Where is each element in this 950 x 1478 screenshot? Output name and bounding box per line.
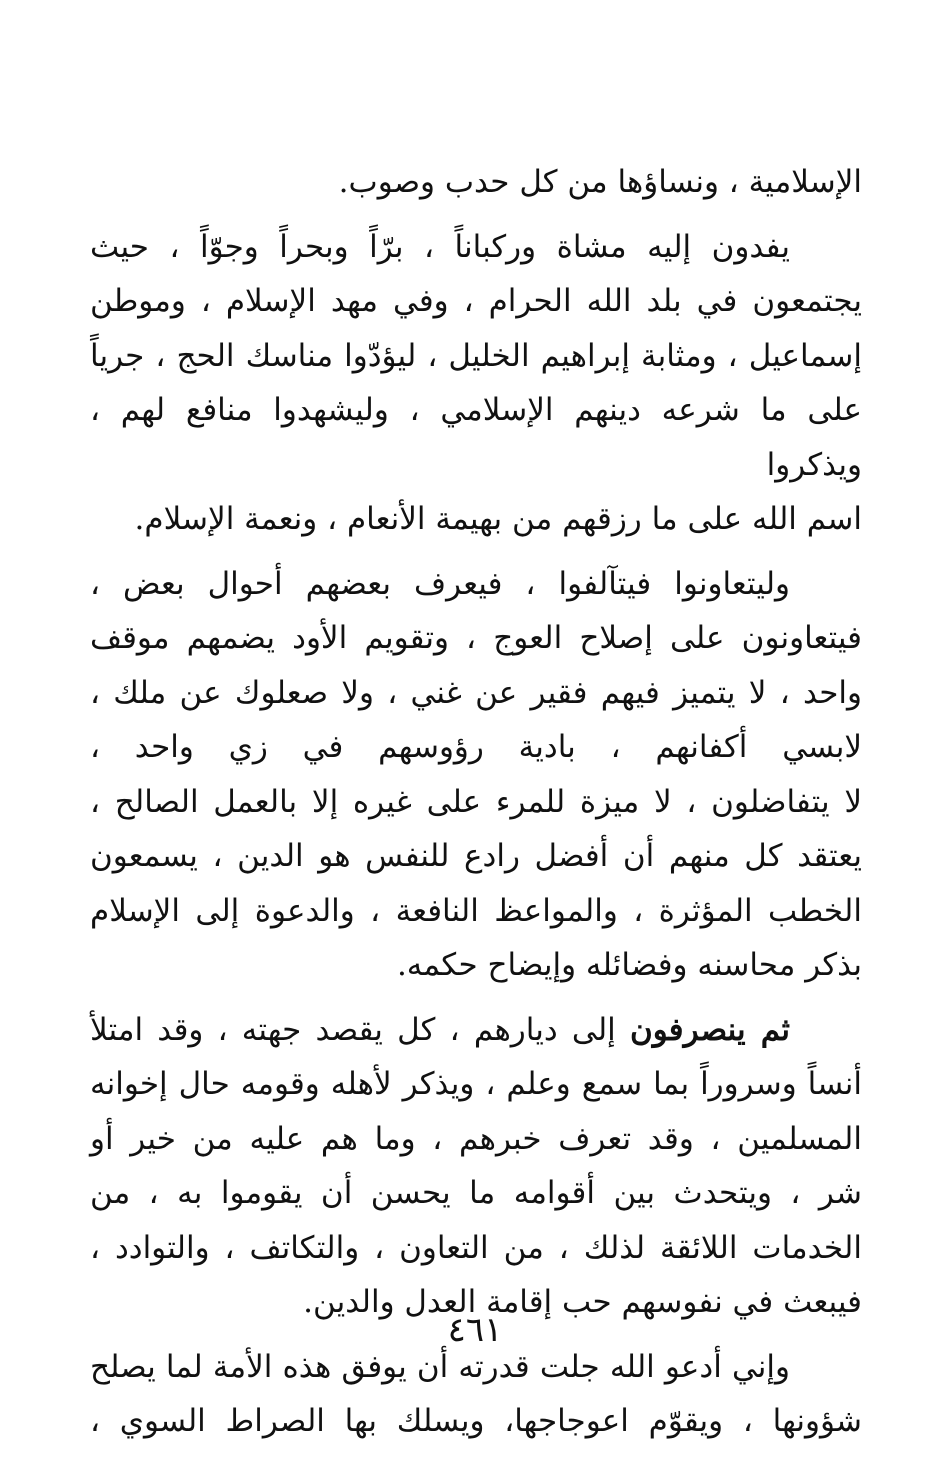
text-line: فيبعث في نفوسهم حب إقامة العدل والدين.: [303, 1284, 862, 1320]
text-line: يجتمعون في بلد الله الحرام ، وفي مهد الإسلام ، وموطن: [90, 283, 862, 319]
text-line: إسماعيل ، ومثابة إبراهيم الخليل ، ليؤدّوا مناسك الحج ، جرياً: [90, 337, 862, 374]
text-line: على ما شرعه دينهم الإسلامي ، وليشهدوا منافع لهم ، ويذكروا: [90, 392, 862, 483]
paragraph-3: [90, 557, 862, 993]
text-line: المسلمين ، وقد تعرف خبرهم ، وما هم عليه من خير أو: [90, 1120, 862, 1157]
text-line: فيتعاونون على إصلاح العوج ، وتقويم الأود يضمهم موقف: [90, 620, 862, 656]
text-line: وليتعاونوا فيتآلفوا ، فيعرف بعضهم أحوال بعض ،: [90, 565, 790, 602]
paragraph-1: [90, 155, 862, 210]
paragraph-4: [90, 1003, 862, 1330]
text-line: يعتقد كل منهم أن أفضل رادع للنفس هو الدين ، يسمعون: [90, 838, 862, 874]
text-line: بذكر محاسنه وفضائله وإيضاح حكمه.: [396, 947, 862, 983]
paragraph-2: [90, 220, 862, 547]
text-line: شؤونها ، ويقوّم اعوجاجها، ويسلك بها الصراط السوي ،: [90, 1403, 862, 1439]
page-number: ٤٦١: [447, 1310, 503, 1350]
body-text: [90, 155, 862, 1449]
paragraph-5: [90, 1340, 862, 1449]
text-line: لا يتفاضلون ، لا ميزة للمرء على غيره إلا بالعمل الصالح ،: [90, 783, 862, 820]
text-line: وإني أدعو الله جلت قدرته أن يوفق هذه الأمة لما يصلح: [90, 1348, 790, 1385]
text-line: شر ، ويتحدث بين أقوامه ما يحسن أن يقوموا به ، من: [90, 1175, 862, 1211]
text-line: الخطب المؤثرة ، والمواعظ النافعة ، والدعوة إلى الإسلام: [90, 892, 862, 929]
text-line: يفدون إليه مشاة وركباناً ، برّاً وبحراً وجوّاً ، حيث: [90, 228, 790, 265]
text-line: اسم الله على ما رزقهم من بهيمة الأنعام ، ونعمة الإسلام.: [134, 501, 862, 537]
text-line: واحد ، لا يتميز فيهم فقير عن غني ، ولا صعلوك عن ملك ،: [90, 674, 862, 711]
text-line: ثم ينصرفون إلى ديارهم ، كل يقصد جهته ، وقد امتلأ: [90, 1011, 790, 1048]
text-line: الإسلامية ، ونساؤها من كل حدب وصوب.: [338, 164, 862, 200]
text-line: أنساً وسروراً بما سمع وعلم ، ويذكر لأهله وقومه حال إخوانه: [90, 1066, 862, 1102]
text-line: لابسي أكفانهم ، بادية رؤوسهم في زي واحد ،: [90, 729, 862, 765]
text-line: الخدمات اللائقة لذلك ، من التعاون ، والتكاتف ، والتوادد ،: [90, 1229, 862, 1266]
bold-lead: ثم ينصرفون: [630, 1011, 790, 1048]
